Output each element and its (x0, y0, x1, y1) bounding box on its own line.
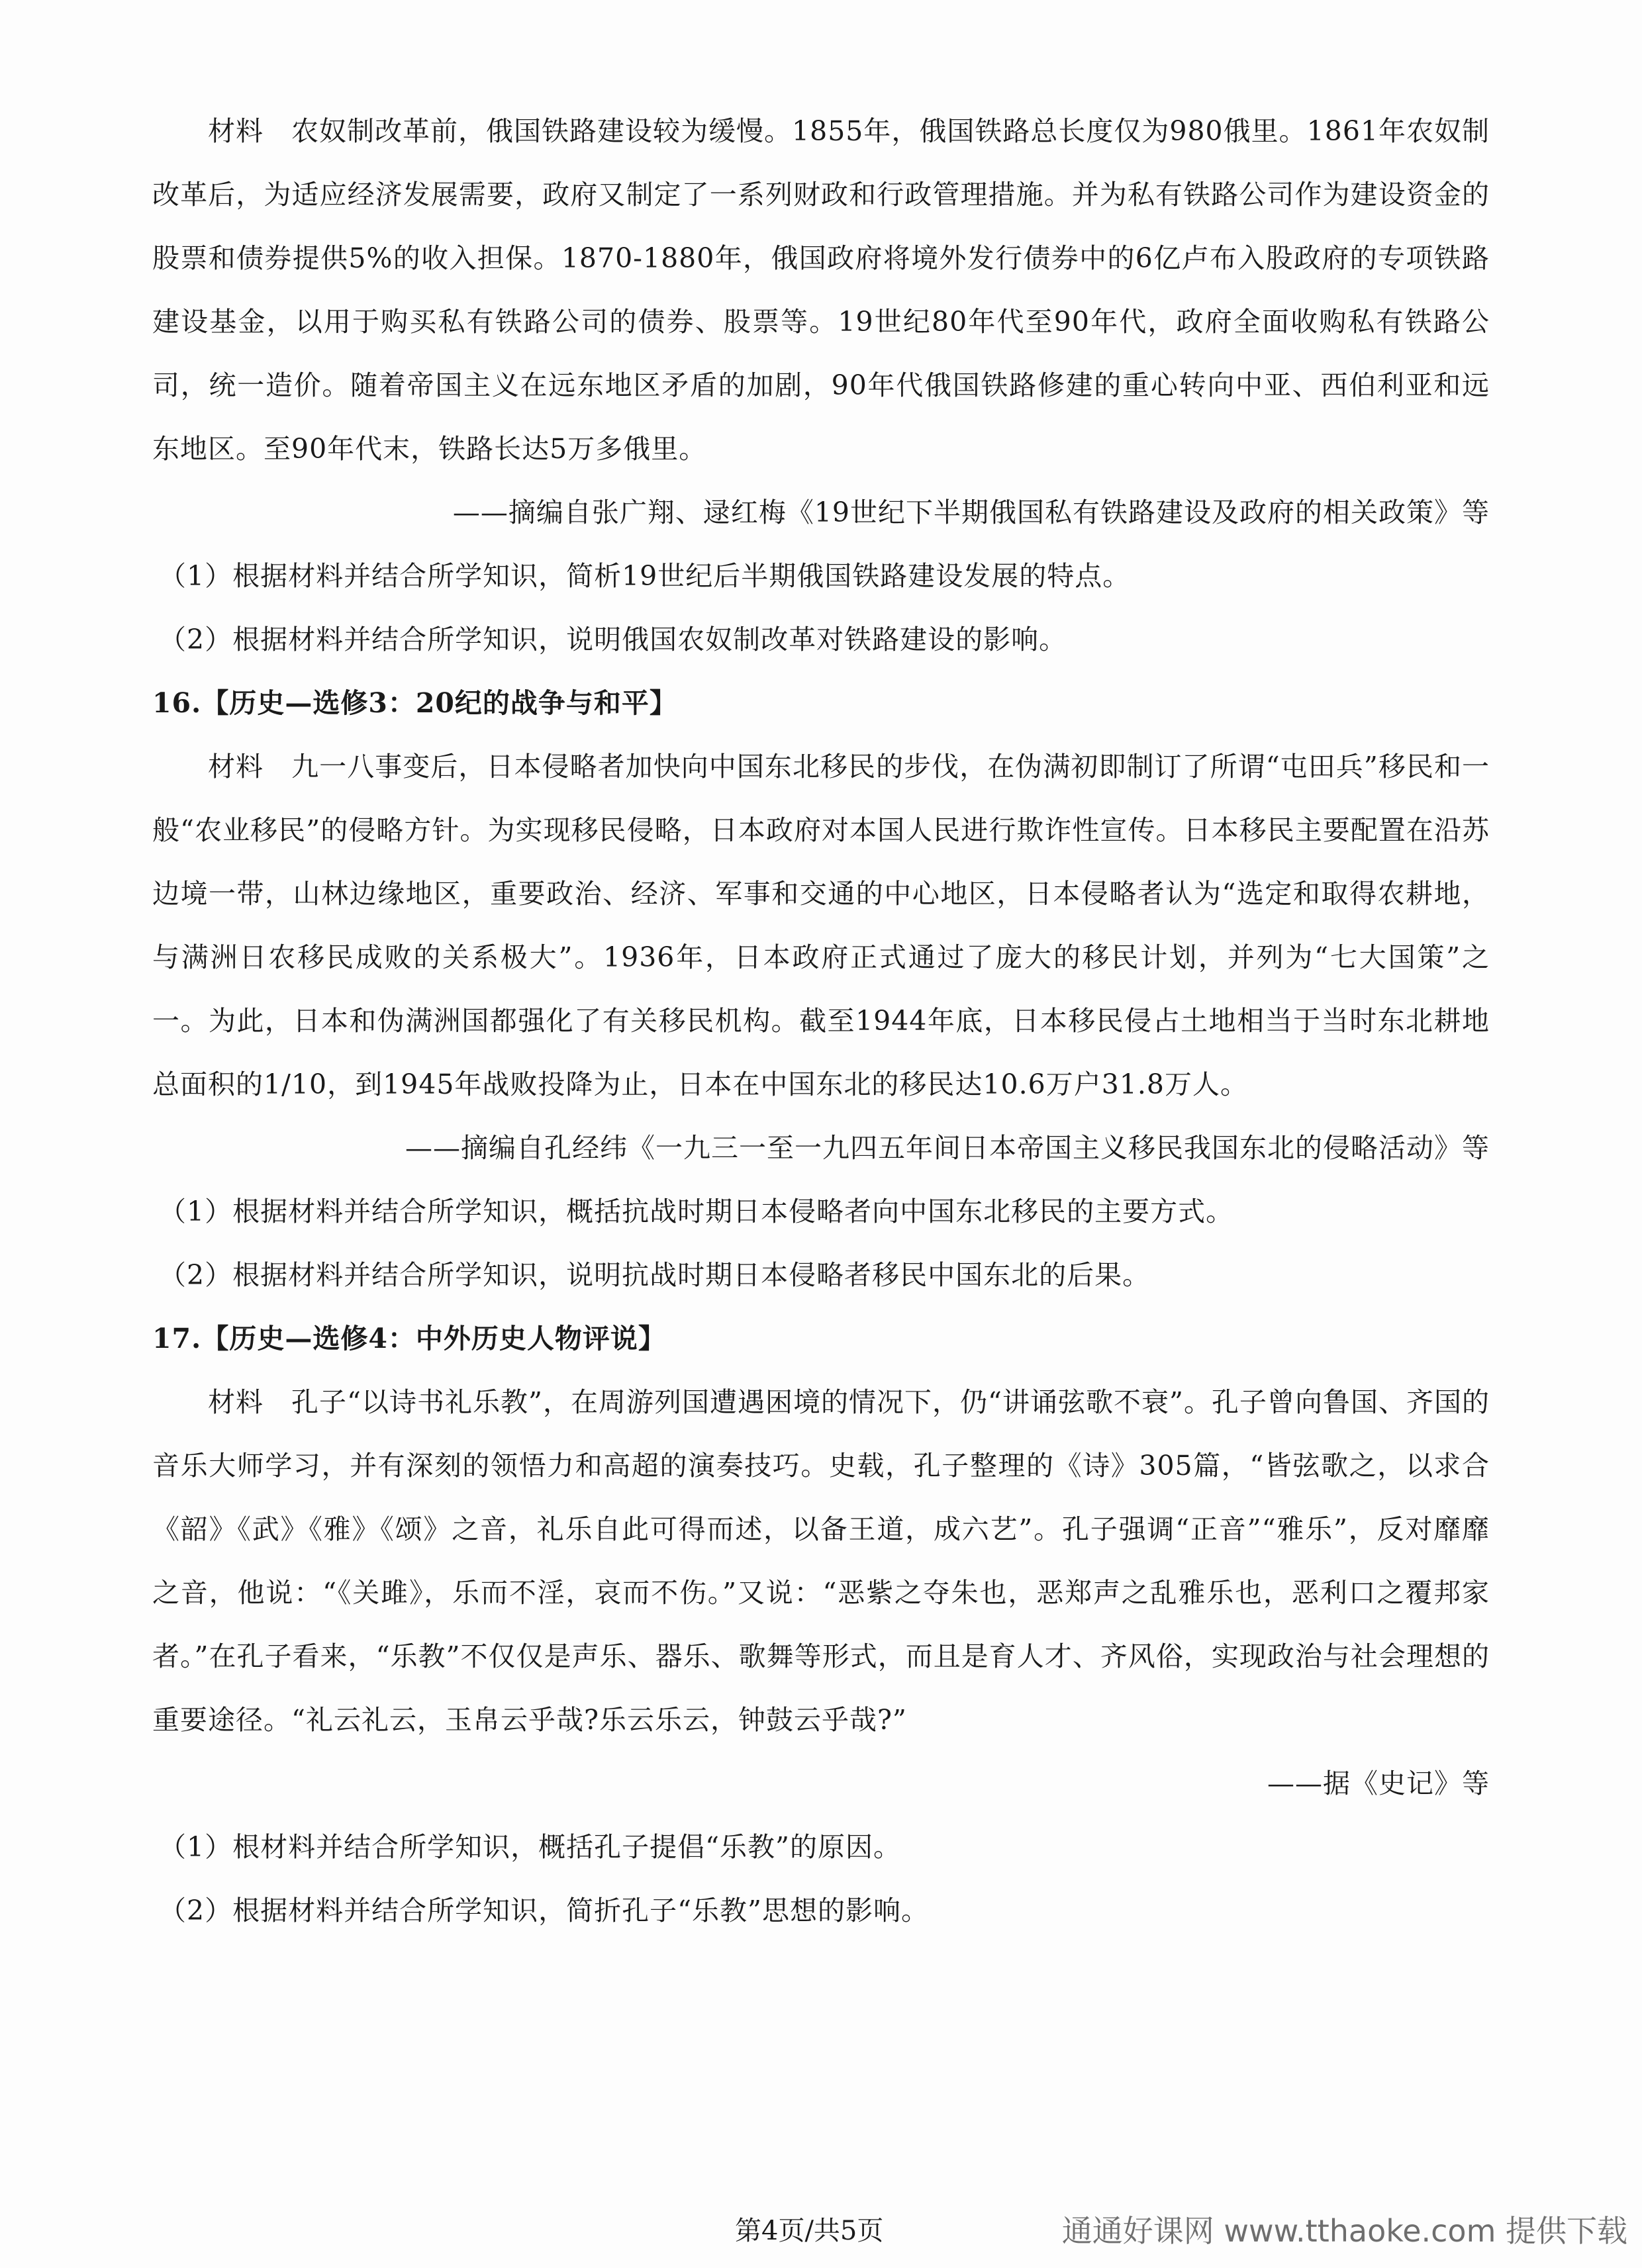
q15-subquestion-2: （2）根据材料并结合所学知识，说明俄国农奴制改革对铁路建设的影响。 (159, 624, 1067, 655)
q15-subquestion-1: （1）根据材料并结合所学知识，简析19世纪后半期俄国铁路建设发展的特点。 (159, 560, 1131, 592)
q16-subquestion-1: （1）根据材料并结合所学知识，概括抗战时期日本侵略者向中国东北移民的主要方式。 (159, 1196, 1234, 1227)
page-content (152, 99, 1490, 1942)
q16-material: 材料 九一八事变后，日本侵略者加快向中国东北移民的步伐，在伪满初即制订了所谓“屯田兵”移民和一般“农业移民”的侵略方针。为实现移民侵略，日本政府对本国人民进行欺诈性宣传。日本移民主要配置在沿苏边境一带，山林边缘地区，重要政治、经济、军事和交通的中心地区，日本侵略者认为“选定和取得农耕地，与满洲日农移民成败的关系极大”。1936年，日本政府正式通过了庞大的移民计划，并列为“七大国策”之一。为此，日本和伪满洲国都强化了有关移民机构。截至1944年底，日本移民侵占土地相当于当时东北耕地总面积的1/10，到1945年战败投降为止，日本在中国东北的移民达10.6万户31.8万人。 (152, 751, 1490, 1100)
q17-heading: 17.【历史—选修4：中外历史人物评说】 (152, 1323, 666, 1354)
page-footer (0, 2211, 1642, 2251)
q17-subquestion-1: （1）根材料并结合所学知识，概括孔子提倡“乐教”的原因。 (159, 1831, 902, 1863)
q16-heading: 16.【历史—选修3：20纪的战争与和平】 (152, 687, 677, 719)
q17-source: ——据《史记》等 (1267, 1768, 1490, 1799)
q15-material: 材料 农奴制改革前，俄国铁路建设较为缓慢。1855年，俄国铁路总长度仅为980俄里。1861年农奴制改革后，为适应经济发展需要，政府又制定了一系列财政和行政管理措施。并为私有铁路公司作为建设资金的股票和债券提供5%的收入担保。1870-1880年，俄国政府将境外发行债券中的6亿卢布入股政府的专项铁路建设基金，以用于购买私有铁路公司的债券、股票等。19世纪80年代至90年代，政府全面收购私有铁路公司，统一造价。随着帝国主义在远东地区矛盾的加剧，90年代俄国铁路修建的重心转向中亚、西伯利亚和远东地区。至90年代末，铁路长达5万多俄里。 (152, 115, 1490, 465)
q16-subquestion-2: （2）根据材料并结合所学知识，说明抗战时期日本侵略者移民中国东北的后果。 (159, 1259, 1151, 1291)
page-number: 第4页/共5页 (735, 2216, 884, 2246)
q17-material: 材料 孔子“以诗书礼乐教”，在周游列国遭遇困境的情况下，仍“讲诵弦歌不衰”。孔子曾向鲁国、齐国的音乐大师学习，并有深刻的领悟力和高超的演奏技巧。史载，孔子整理的《诗》305篇，“皆弦歌之，以求合《韶》《武》《雅》《颂》之音，礼乐自此可得而述，以备王道，成六艺”。孔子强调“正音”“雅乐”，反对靡靡之音，他说：“《关雎》，乐而不淫，哀而不伤。”又说：“恶紫之夺朱也，恶郑声之乱雅乐也，恶利口之覆邦家者。”在孔子看来，“乐教”不仅仅是声乐、器乐、歌舞等形式，而且是育人才、齐风俗，实现政治与社会理想的重要途径。“礼云礼云，玉帛云乎哉?乐云乐云，钟鼓云乎哉?” (152, 1386, 1490, 1736)
q16-source: ——摘编自孔经纬《一九三一至一九四五年间日本帝国主义移民我国东北的侵略活动》等 (405, 1132, 1490, 1164)
site-watermark: 通通好课网 www.tthaoke.com 提供下载 (1061, 2213, 1627, 2249)
q17-subquestion-2: （2）根据材料并结合所学知识，简折孔子“乐教”思想的影响。 (159, 1895, 930, 1926)
q15-source: ——摘编自张广翔、逯红梅《19世纪下半期俄国私有铁路建设及政府的相关政策》等 (452, 496, 1490, 528)
